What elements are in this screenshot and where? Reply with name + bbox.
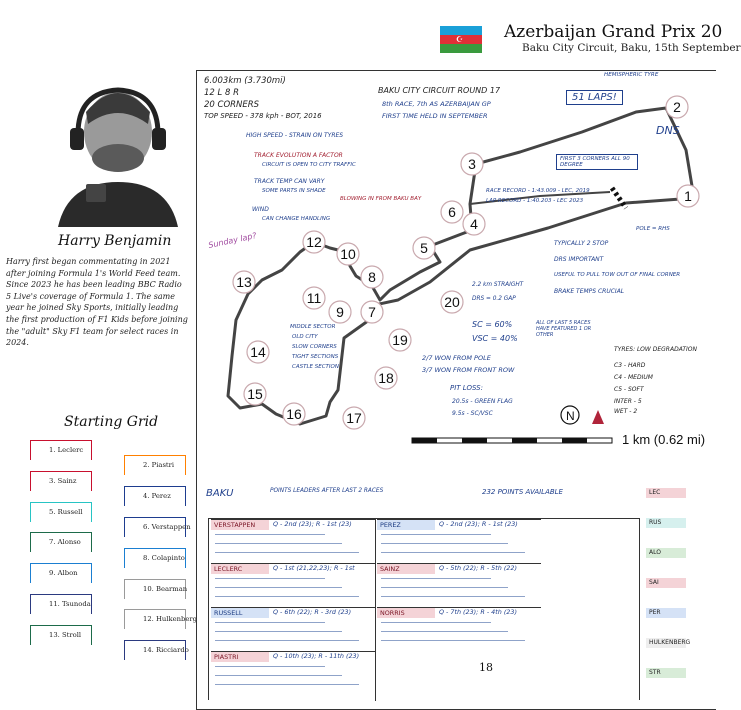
sc-history-note: ALL OF LAST 5 RACES HAVE FEATURED 1 OR OTHER <box>536 320 592 338</box>
table-cell <box>211 651 375 695</box>
scale-bar <box>412 438 612 443</box>
sc-note: SC = 60% <box>472 320 513 329</box>
question-note: Sunday lap? <box>207 231 258 250</box>
stat-turns: 12 L 8 R <box>204 88 239 98</box>
tyres-note: TYRES: LOW DEGRADATION <box>614 346 698 353</box>
front-row-wins-note: 3/7 WON FROM FRONT ROW <box>422 366 515 374</box>
driver-label: PIASTRI <box>211 652 269 662</box>
commentator-name: Harry Benjamin <box>58 233 172 249</box>
handwriting-line <box>215 552 359 553</box>
results-table <box>208 518 640 700</box>
handwriting-line <box>215 640 359 641</box>
table-heading-note: POINTS LEADERS AFTER LAST 2 RACES <box>270 488 384 494</box>
side-chip: RUS <box>646 518 686 528</box>
side-chip: ALO <box>646 548 686 558</box>
corner-number: 8 <box>368 269 376 285</box>
circuit-heading: BAKU CITY CIRCUIT ROUND 17 <box>378 86 501 95</box>
handwriting-line <box>381 587 508 588</box>
corner-number: 7 <box>368 304 376 320</box>
handwriting-line <box>381 631 508 632</box>
drs-gap-note: DRS = 0.2 GAP <box>472 296 516 302</box>
strategy-note: TYPICALLY 2 STOP <box>554 240 609 247</box>
points-available: 232 POINTS AVAILABLE <box>482 488 563 496</box>
grid-slot: 14. Ricciardo <box>124 640 186 660</box>
handwriting-line <box>215 666 325 667</box>
straight-note: 2.2 km STRAIGHT <box>472 282 524 288</box>
driver-label: NORRIS <box>377 608 435 618</box>
compound-c5: C5 - SOFT <box>614 386 644 393</box>
corner-number: 18 <box>378 370 394 386</box>
handwriting-line <box>381 622 491 623</box>
corner-number: 17 <box>346 410 362 426</box>
note-handling: CAN CHANGE HANDLING <box>262 216 331 222</box>
side-chip: HULKENBERG <box>646 638 686 648</box>
compound-wet: WET - 2 <box>614 408 638 415</box>
table-cell <box>211 563 375 607</box>
corner-number: 15 <box>247 386 263 402</box>
stat-top-speed: TOP SPEED - 378 kph - BOT, 2016 <box>204 112 322 120</box>
driver-result-line: Q - 10th (23); R - 11th (23) <box>273 652 360 660</box>
handwriting-line <box>215 675 342 676</box>
table-cell <box>211 607 375 651</box>
corner-number: 13 <box>236 274 252 290</box>
handwriting-line <box>215 534 325 535</box>
compound-c3: C3 - HARD <box>614 362 646 369</box>
stat-corners: 20 CORNERS <box>204 100 260 110</box>
grid-slot: 7. Alonso <box>30 532 92 552</box>
driver-result-line: Q - 6th (22); R - 3rd (23) <box>273 608 352 616</box>
grid-slot: 9. Albon <box>30 563 92 583</box>
driver-result-line: Q - 2nd (23); R - 1st (23) <box>439 520 518 528</box>
handwriting-line <box>381 543 508 544</box>
page-title: Azerbaijan Grand Prix 20 <box>504 22 723 42</box>
handwriting-line <box>381 578 491 579</box>
sector-old-city: OLD CITY <box>292 334 318 340</box>
table-cell <box>211 519 375 563</box>
table-cell <box>377 563 541 607</box>
driver-label: PEREZ <box>377 520 435 530</box>
driver-result-line: Q - 1st (21,22,23); R - 1st <box>273 564 355 572</box>
note-evolution: TRACK EVOLUTION A FACTOR <box>254 152 343 159</box>
grid-slot: 6. Verstappen <box>124 517 186 537</box>
vsc-note: VSC = 40% <box>472 334 518 343</box>
corner-number: 16 <box>286 406 302 422</box>
scale-label: 1 km (0.62 mi) <box>622 432 706 447</box>
drs-important: DRS IMPORTANT <box>554 256 604 263</box>
table-divider <box>375 519 376 701</box>
note-tyres: HIGH SPEED - STRAIN ON TYRES <box>246 132 344 139</box>
pole-note: POLE = RHS <box>636 226 670 232</box>
brake-note: BRAKE TEMPS CRUCIAL <box>554 288 625 295</box>
page-subtitle: Baku City Circuit, Baku, 15th September <box>522 42 741 54</box>
corner-number: 2 <box>673 99 681 115</box>
handwriting-line <box>381 596 525 597</box>
corner-number: 10 <box>340 246 356 262</box>
race-note-1: 8th RACE, 7th AS AZERBAIJAN GP <box>382 100 491 108</box>
handwriting-line <box>215 684 359 685</box>
pitloss-green: 20.5s - GREEN FLAG <box>452 398 513 405</box>
handwriting-line <box>381 640 525 641</box>
grid-slot: 1. Leclerc <box>30 440 92 460</box>
svg-text:N: N <box>566 409 575 423</box>
grid-slot: 11. Tsunoda <box>30 594 92 614</box>
table-cell <box>377 607 541 651</box>
tow-note: USEFUL TO PULL TOW OUT OF FINAL CORNER <box>554 272 681 278</box>
driver-label: LECLERC <box>211 564 269 574</box>
driver-label: RUSSELL <box>211 608 269 618</box>
corner-number: 6 <box>448 204 456 220</box>
grid-slot: 13. Stroll <box>30 625 92 645</box>
page-number: 18 <box>479 661 493 674</box>
corner-number: 20 <box>444 294 460 310</box>
handwriting-line <box>215 578 325 579</box>
note-wind: WIND <box>252 206 269 213</box>
handwriting-line <box>215 596 359 597</box>
table-cell <box>377 519 541 563</box>
commentator-bio: Harry first began commentating in 2021 after joining Formula 1's World Feed team. Since 2023 he has been leading BBC Radio 5 Live's coverage of Formula 1. The same year he joined Sky Sports, initially leading the first production of F1 Kids before joining the "adult" Sky F1 team for select races in 2024. <box>6 257 188 348</box>
driver-result-line: Q - 2nd (23); R - 1st (23) <box>273 520 352 528</box>
grid-slot: 3. Sainz <box>30 471 92 491</box>
corner-number: 3 <box>468 156 476 172</box>
handwriting-line <box>381 534 491 535</box>
laps-box: 51 LAPS! <box>566 90 623 105</box>
grid-slot: 2. Piastri <box>124 455 186 475</box>
corner-number: 19 <box>392 332 408 348</box>
pitloss-title: PIT LOSS: <box>450 384 483 392</box>
crescent-star-icon: ☪ <box>456 35 464 44</box>
pole-wins-note: 2/7 WON FROM POLE <box>422 354 491 362</box>
corner-number: 4 <box>470 216 478 232</box>
note-temp: TRACK TEMP CAN VARY <box>254 178 325 185</box>
note-bay: BLOWING IN FROM BAKU BAY <box>340 196 422 202</box>
corner-number: 9 <box>336 304 344 320</box>
compound-c4: C4 - MEDIUM <box>614 374 653 381</box>
note-shade: SOME PARTS IN SHADE <box>262 188 326 194</box>
driver-label: VERSTAPPEN <box>211 520 269 530</box>
corner-number: 14 <box>250 344 266 360</box>
pitloss-sc: 9.5s - SC/VSC <box>452 410 493 417</box>
starting-grid-title: Starting Grid <box>64 414 159 430</box>
sector-slow-corners: SLOW CORNERS <box>292 344 337 350</box>
corner-number: 1 <box>684 188 692 204</box>
race-record: RACE RECORD - 1:43.009 - LEC, 2019 <box>486 188 590 194</box>
handwriting-line <box>381 552 525 553</box>
side-chip: PER <box>646 608 686 618</box>
sector-tight: TIGHT SECTIONS <box>292 354 339 360</box>
corner-number: 5 <box>420 240 428 256</box>
north-arrow <box>561 406 604 424</box>
corner-number: 12 <box>306 234 322 250</box>
sector-title: MIDDLE SECTOR <box>290 324 336 330</box>
handwriting-line <box>215 631 342 632</box>
grid-slot: 4. Perez <box>124 486 186 506</box>
first-corners-box: FIRST 3 CORNERS ALL 90 DEGREE <box>556 154 638 170</box>
compound-inter: INTER - 5 <box>614 398 642 405</box>
driver-result-line: Q - 7th (23); R - 4th (23) <box>439 608 517 616</box>
handwriting-line <box>215 543 342 544</box>
grid-slot: 5. Russell <box>30 502 92 522</box>
grid-slot: 10. Bearman <box>124 579 186 599</box>
side-chip: SAI <box>646 578 686 588</box>
corner-number: 11 <box>306 290 322 306</box>
dns-note: DNS <box>656 124 680 137</box>
sector-castle: CASTLE SECTION <box>292 364 339 370</box>
side-chip: LEC <box>646 488 686 498</box>
grid-slot: 8. Colapinto <box>124 548 186 568</box>
top-right-note: HEMISPHERIC TYRE <box>604 72 659 78</box>
race-note-2: FIRST TIME HELD IN SEPTEMBER <box>382 112 488 120</box>
grid-slot: 12. Hulkenberg <box>124 609 186 629</box>
table-heading: BAKU <box>206 488 234 499</box>
lap-record: LAP RECORD - 1:40.203 - LEC 2023 <box>486 198 584 204</box>
handwriting-line <box>215 587 342 588</box>
handwriting-line <box>215 622 325 623</box>
driver-result-line: Q - 5th (22); R - 5th (22) <box>439 564 517 572</box>
driver-label: SAINZ <box>377 564 435 574</box>
note-traffic: CIRCUIT IS OPEN TO CITY TRAFFIC <box>262 162 356 168</box>
side-chip: STR <box>646 668 686 678</box>
stat-length: 6.003km (3.730mi) <box>204 76 286 86</box>
